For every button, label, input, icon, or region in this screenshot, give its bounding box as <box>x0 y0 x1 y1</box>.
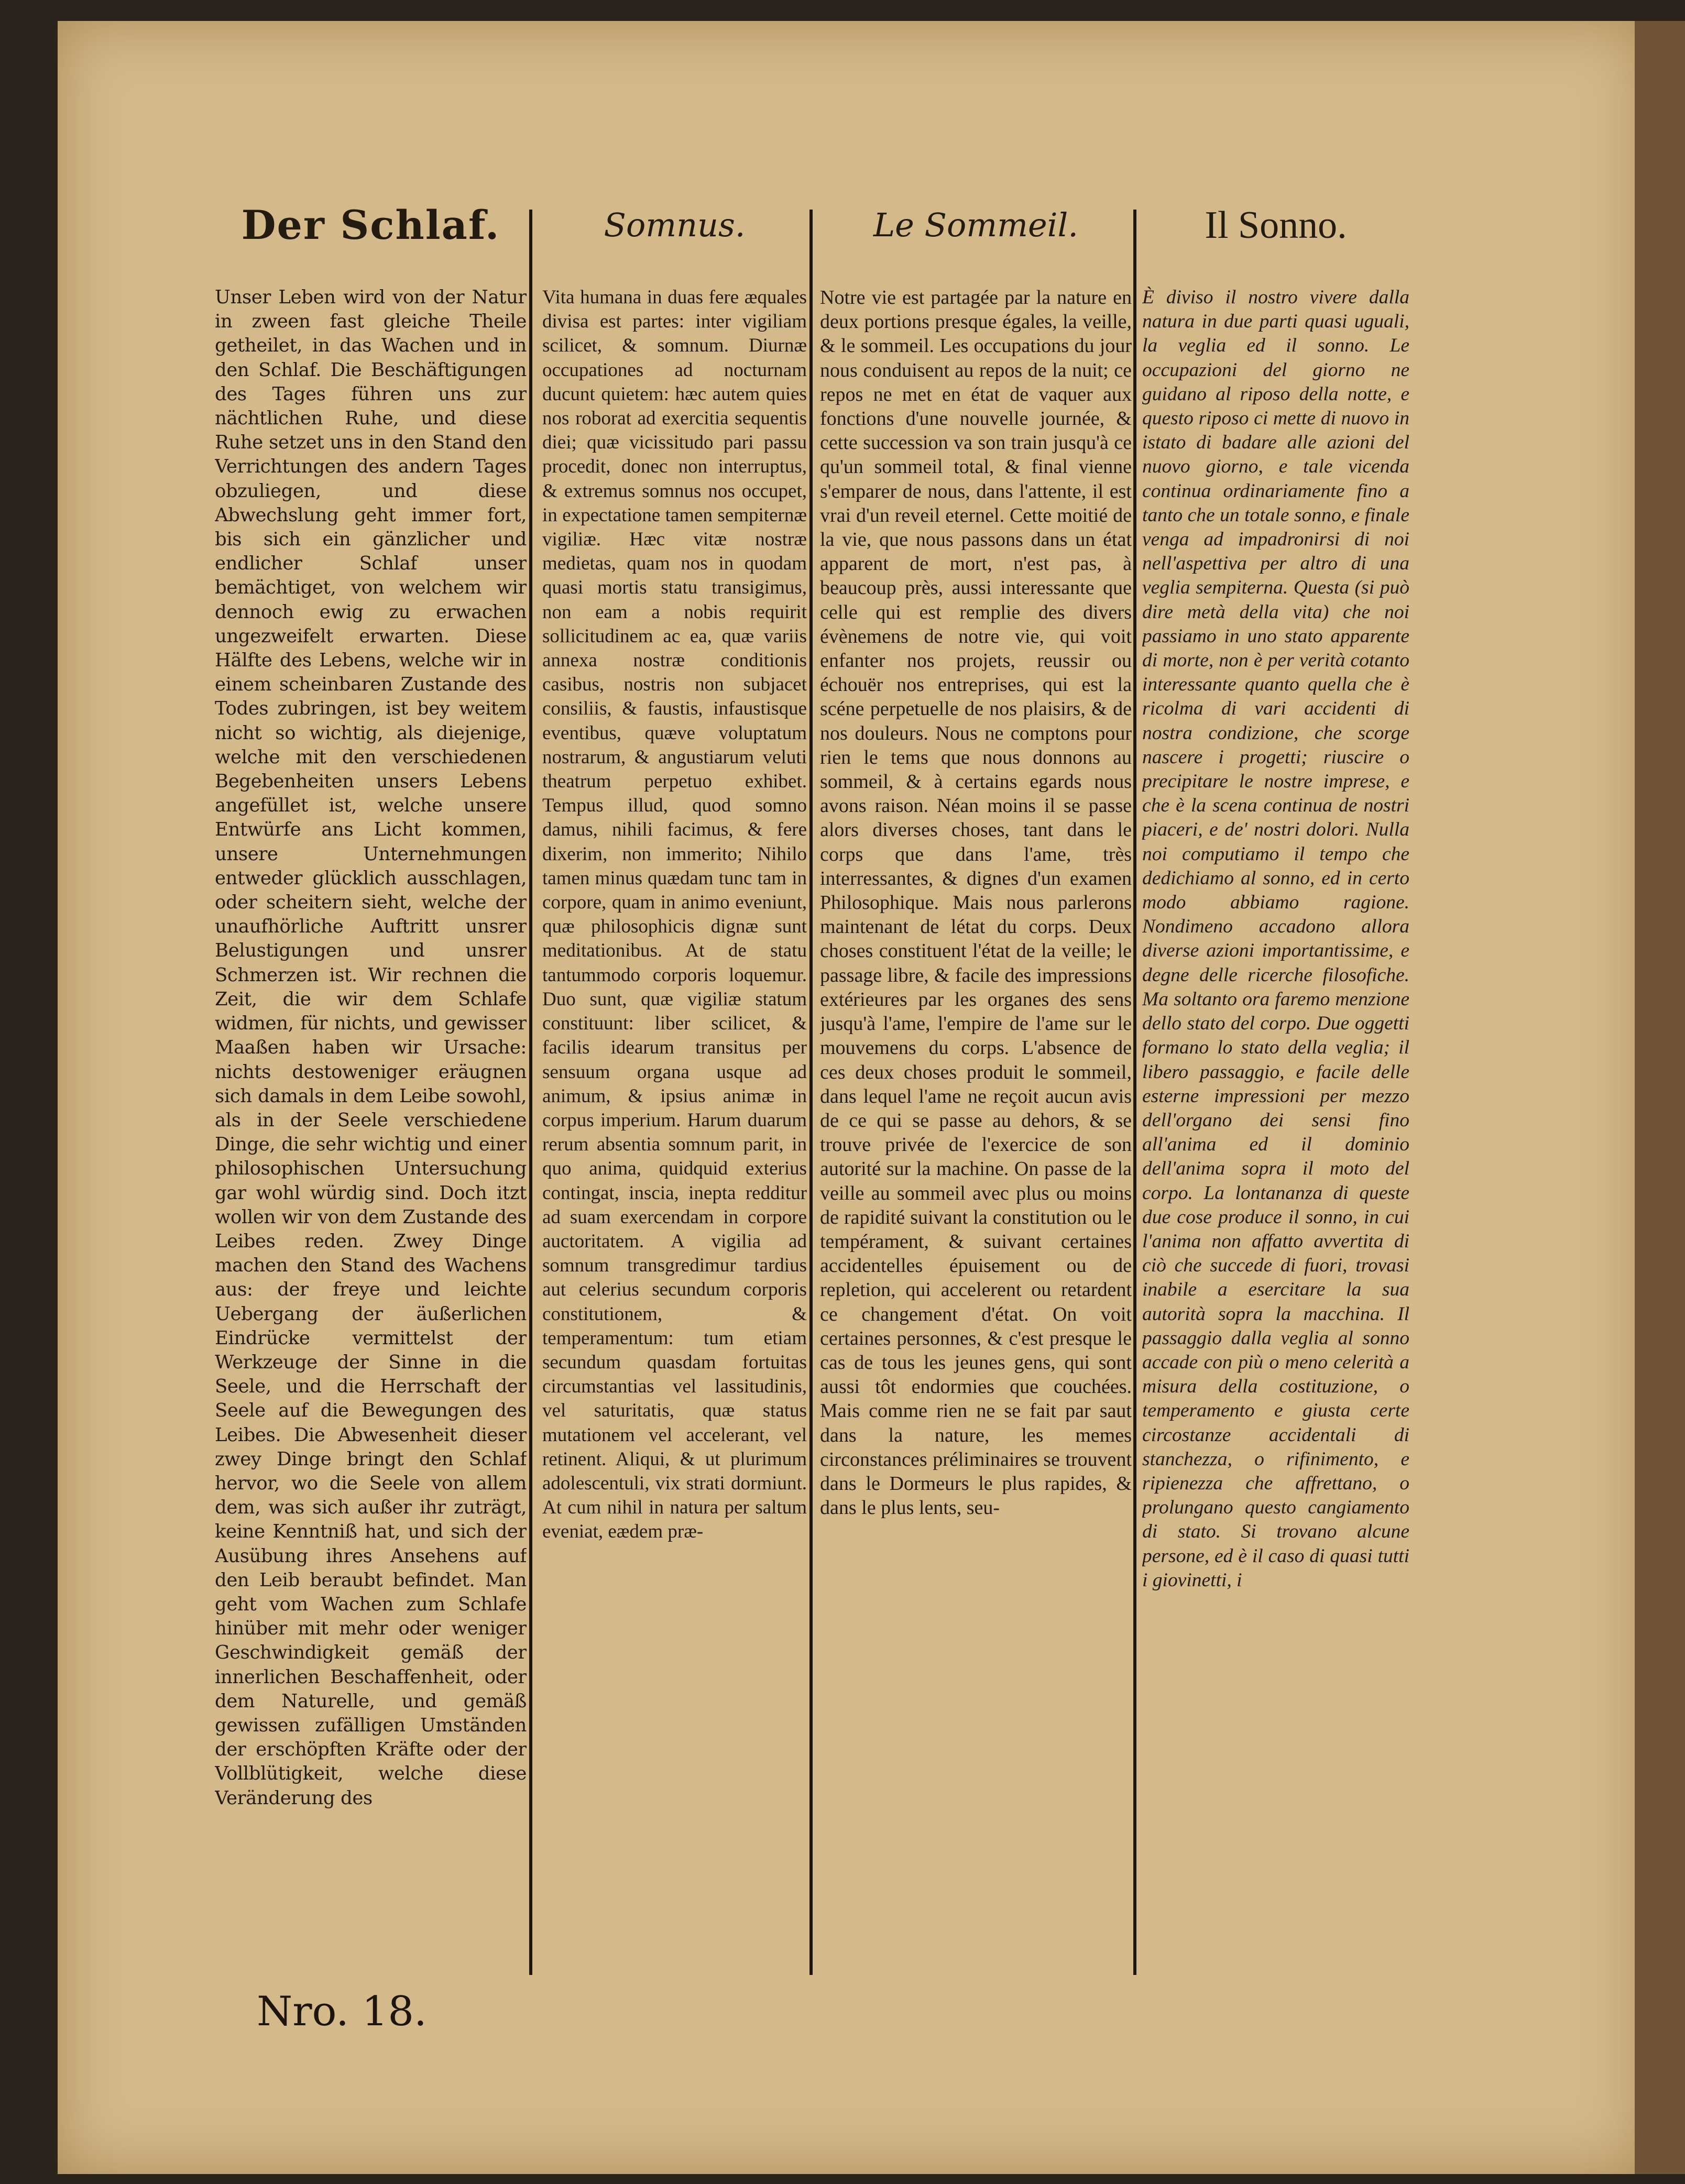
column-divider <box>809 210 813 1975</box>
column-divider <box>1133 210 1136 1975</box>
column-french <box>820 202 1132 1972</box>
column-latin <box>542 202 807 1972</box>
text-italian: È diviso il nostro vivere dalla natura in due parti quasi uguali, la veglia ed il sonno. Le occupazioni del giorno ne guidano al riposo della notte, e questo riposo ci mette di nuovo in istato di badare alle azioni del nuovo giorno, e tale vicenda continua ordinariamente fino a tanto che un totale sonno, e finale venga ad impadronirsi di noi nell'aspettiva per altro di una veglia sempiterna. Questa (si può dire metà della vita) che noi passiamo in uno stato apparente di morte, non è per verità cotanto interessante quanto quella che è ricolma di vari accidenti di nostra condizione, che scorge nascere i progetti; riuscire o precipitare le nostre imprese, e che è la scena continua de nostri piaceri, e de' nostri dolori. Nulla noi computiamo il tempo che dedichiamo al sonno, ed in certo modo abbiamo ragione. Nondimeno accadono allora diverse azioni importantissime, e degne delle ricerche filosofiche. Ma soltanto ora faremo menzione dello stato del corpo. Due oggetti formano lo stato della veglia; il libero passaggio, e facile delle esterne impressioni per mezzo dell'organo dei sensi fino all'anima ed il dominio dell'anima sopra il moto del corpo. La lontananza di queste due cose produce il sonno, in cui l'anima non affatto avvertita di ciò che succede di fuori, trovasi inabile a esercitare la sua autorità sopra la macchina. Il passaggio dalla veglia al sonno accade con più o meno celerità a misura della costituzione, o temperamento e giusta certe circostanze accidentali di stanchezza, o rifinimento, e ripienezza che affrettano, o prolungano questo cangiamento di stato. Si trovano alcune persone, ed è il caso di quasi tutti i giovinetti, i <box>1142 287 1409 1591</box>
page-edge <box>1635 21 1685 2174</box>
title-italian: Il Sonno. <box>1205 204 1347 247</box>
title-german: Der Schlaf. <box>241 202 500 248</box>
column-italian <box>1142 202 1409 1972</box>
signature-mark: Nro. 18. <box>257 1988 427 2035</box>
title-latin: Somnus. <box>604 206 746 244</box>
text-french: Notre vie est partagée par la nature en deux portions presque égales, la veille, & le sommeil. Les occupations du jour nous conduisent au repos de la nuit; ce repos ne met en état de vaquer aux fonctions d'une nouvelle journée, & cette succession va son train jusqu'à ce qu'un sommeil total, & final vienne s'emparer de nous, dans l'attente, il est vrai d'un reveil eternel. Cette moitié de la vie, que nous passons dans un état apparent de mort, n'est pas, à beaucoup près, aussi interessante que celle qui est remplie des divers évènemens de notre vie, qui voit enfanter nos projets, reussir ou échouër nos entreprises, qui est la scéne perpetuelle de nos plaisirs, & de nos douleurs. Nous ne comptons pour rien le tems que nous donnons au sommeil, & à certains egards nous avons raison. Néan moins il se passe alors diverses choses, tant dans le corps que dans l'ame, très interressantes, & dignes d'un examen Philosophique. Mais nous parlerons maintenant de létat du corps. Deux choses constituent l'état de la veille; le passage libre, & facile des impressions extérieures par les organes des sens jusqu'à l'ame, l'empire de l'ame sur le mouvemens du corps. L'absence de ces deux choses produit le sommeil, dans lequel l'ame ne reçoit aucun avis de ce qui se passe au dehors, & se trouve privée de l'exercice de son autorité sur la machine. On passe de la veille au sommeil avec plus ou moins de rapidité suivant la constitution ou le tempérament, & suivant certaines accidentelles épuisement ou de repletion, qui accelerent ou retardent ce changement d'état. On voit certaines personnes, & c'est presque le cas de tous les jeunes gens, qui sont aussi tôt endormies que couchées. Mais comme rien ne se fait par saut dans la nature, les memes circonstances préliminaires se trouvent dans le Dormeurs le plus rapides, & dans le plus lents, seu- <box>820 287 1132 1519</box>
column-german <box>215 202 527 1972</box>
title-french: Le Sommeil. <box>873 206 1078 244</box>
text-latin: Vita humana in duas fere æquales divisa est partes: inter vigiliam scilicet, & somnum. Diurnæ occupationes ad nocturnam ducunt quietem: hæc autem quies nos roborat ad exercitia sequentis diei; quæ vicissitudo pari passu procedit, donec non interruptus, & extremus somnus nos occupet, in expectatione tamen sempiternæ vigiliæ. Hæc vitæ nostræ medietas, quam nos in quodam quasi mortis statu transigimus, non eam a nobis requirit sollicitudinem ac ea, quæ variis annexa nostræ conditionis casibus, nostris non subjacet consiliis, & faustis, infaustisque eventibus, quæve voluptatum nostrarum, & angustiarum veluti theatrum perpetuo exhibet. Tempus illud, quod somno damus, nihili facimus, & fere dixerim, non immerito; Nihilo tamen minus quædam tunc tam in corpore, quam in animo eveniunt, quæ philosophicis dignæ sunt meditationibus. At de statu tantummodo corporis loquemur. Duo sunt, quæ vigiliæ statum constituunt: liber scilicet, & facilis idearum transitus per sensuum organa usque ad animum, & ipsius animæ in corpus imperium. Harum duarum rerum absentia somnum parit, in quo anima, quidquid exterius contingat, inscia, inepta redditur ad suam exercendam in corpore auctoritatem. A vigilia ad somnum transgredimur tardius aut celerius secundum corporis constitutionem, & temperamentum: tum etiam secundum quasdam fortuitas circumstantias vel lassitudinis, vel saturitatis, quæ status mutationem vel accelerant, vel retinent. Aliqui, & ut plurimum adolescentuli, vix strati dormiunt. At cum nihil in natura per saltum eveniat, eædem præ- <box>542 287 807 1543</box>
column-divider <box>529 210 532 1975</box>
text-german: Unser Leben wird von der Natur in zween fast gleiche Theile getheilet, in das Wachen und in den Schlaf. Die Beschäftigungen des Tages führen uns zur nächtlichen Ruhe, und diese Ruhe setzet uns in den Stand den Verrichtungen des andern Tages obzuliegen, und diese Abwechslung geht immer fort, bis sich ein gänzlicher und endlicher Schlaf unser bemächtiget, von welchem wir dennoch ewig zu erwachen ungezweifelt erwarten. Diese Hälfte des Lebens, welche wir in einem scheinbaren Zustande des Todes zubringen, ist bey weitem nicht so wichtig, als diejenige, welche mit den verschiedenen Begebenheiten unsers Lebens angefüllet ist, welche unsere Entwürfe ans Licht kommen, unsere Unternehmungen entweder glücklich ausschlagen, oder scheitern sieht, welche der unaufhörliche Auftritt unsrer Belustigungen und unsrer Schmerzen ist. Wir rechnen die Zeit, die wir dem Schlafe widmen, für nichts, und gewisser Maaßen haben wir Ursache: nichts destoweniger eräugnen sich damals in dem Leibe sowohl, als in der Seele verschiedene Dinge, die sehr wichtig und einer philosophischen Untersuchung gar wohl würdig sind. Doch itzt wollen wir von dem Zustande des Leibes reden. Zwey Dinge machen den Stand des Wachens aus: der freye und leichte Uebergang der äußerlichen Eindrücke vermittelst der Werkzeuge der Sinne in die Seele, und die Herrschaft der Seele auf die Bewegungen des Leibes. Die Abwesenheit dieser zwey Dinge bringt den Schlaf hervor, wo die Seele von allem dem, was sich außer ihr zuträgt, keine Kenntniß hat, und sich der Ausübung ihres Ansehens auf den Leib beraubt befindet. Man geht vom Wachen zum Schlafe hinüber mit mehr oder weniger Geschwindigkeit gemäß der innerlichen Beschaffenheit, oder dem Naturelle, und gemäß gewissen zufälligen Umständen der erschöpften Kräfte oder der Vollblütigkeit, welche diese Veränderung des <box>215 287 527 1809</box>
